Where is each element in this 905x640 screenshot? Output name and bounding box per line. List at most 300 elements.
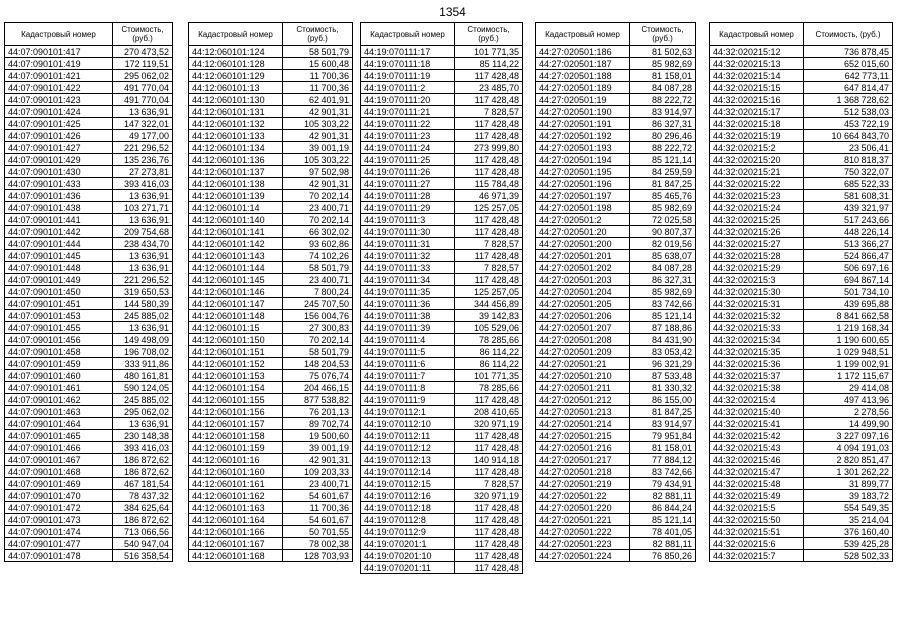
cadastral-number: 44:19:070111:33 (361, 262, 455, 274)
cost-value: 491 770,04 (113, 94, 173, 106)
table-row (5, 238, 173, 250)
cadastral-number: 44:27:020501:220 (536, 502, 630, 514)
table-row (361, 154, 523, 166)
cadastral-number: 44:32:020215:15 (710, 82, 804, 94)
table-row (710, 130, 893, 142)
cadastral-number: 44:27:020501:219 (536, 478, 630, 490)
cadastral-number: 44:12:060101:156 (189, 406, 283, 418)
table-header-row (710, 23, 893, 46)
cost-value: 186 872,62 (113, 466, 173, 478)
cadastral-number: 44:12:060101:138 (189, 178, 283, 190)
cost-value: 39 001,19 (283, 442, 353, 454)
cost-value: 685 522,33 (804, 178, 893, 190)
cost-value: 103 271,71 (113, 202, 173, 214)
cost-value: 13 636,91 (113, 190, 173, 202)
cadastral-number: 44:12:060101:133 (189, 130, 283, 142)
cadastral-number: 44:07:090101:458 (5, 346, 113, 358)
cadastral-number: 44:07:090101:453 (5, 310, 113, 322)
cost-value: 23 400,71 (283, 478, 353, 490)
table-row (710, 226, 893, 238)
table-row (710, 310, 893, 322)
table-row (189, 514, 353, 526)
cadastral-number: 44:32:020215:46 (710, 454, 804, 466)
cadastral-number: 44:27:020501:210 (536, 370, 630, 382)
cost-value: 642 773,11 (804, 70, 893, 82)
cadastral-number: 44:32:020215:14 (710, 70, 804, 82)
cost-value: 8 841 662,58 (804, 310, 893, 322)
table-row (5, 370, 173, 382)
cost-value: 172 119,51 (113, 58, 173, 70)
cadastral-number: 44:27:020501:193 (536, 142, 630, 154)
cost-value: 88 222,72 (630, 94, 696, 106)
cadastre-table-3 (360, 22, 523, 574)
cost-value: 35 214,04 (804, 514, 893, 526)
cost-value: 7 828,57 (455, 238, 523, 250)
cadastral-number: 44:32:020215:40 (710, 406, 804, 418)
header-cost: Стоимость, (руб.) (283, 23, 353, 46)
cost-value: 320 971,19 (455, 418, 523, 430)
cadastral-number: 44:27:020501:215 (536, 430, 630, 442)
cadastral-number: 44:07:090101:449 (5, 274, 113, 286)
table-row (710, 202, 893, 214)
cadastral-number: 44:32:020215:7 (710, 550, 804, 562)
cadastral-number: 44:19:070112:9 (361, 526, 455, 538)
table-row (189, 490, 353, 502)
table-row (361, 202, 523, 214)
cadastral-number: 44:19:070111:5 (361, 346, 455, 358)
cadastral-number: 44:32:020215:37 (710, 370, 804, 382)
table-row (5, 262, 173, 274)
table-row (536, 166, 696, 178)
cost-value: 54 601,67 (283, 514, 353, 526)
cost-value: 10 664 843,70 (804, 130, 893, 142)
cost-value: 1 301 262,22 (804, 466, 893, 478)
table-header-row (5, 23, 173, 46)
cost-value: 11 700,36 (283, 82, 353, 94)
cadastral-number: 44:32:020215:42 (710, 430, 804, 442)
cost-value: 117 428,48 (455, 274, 523, 286)
table-row (536, 538, 696, 550)
cost-value: 144 580,39 (113, 298, 173, 310)
cadastre-table-2 (188, 22, 353, 562)
cadastral-number: 44:32:020215:43 (710, 442, 804, 454)
table-row (361, 418, 523, 430)
cadastral-number: 44:27:020501:197 (536, 190, 630, 202)
cadastral-number: 44:27:020501:19 (536, 94, 630, 106)
cadastral-number: 44:12:060101:163 (189, 502, 283, 514)
table-row (710, 190, 893, 202)
cost-value: 245 885,02 (113, 394, 173, 406)
table-row (710, 286, 893, 298)
cost-value: 86 155,00 (630, 394, 696, 406)
cadastral-number: 44:32:020215:48 (710, 478, 804, 490)
cost-value: 539 425,28 (804, 538, 893, 550)
cost-value: 480 161,81 (113, 370, 173, 382)
table-row (536, 82, 696, 94)
cost-value: 85 465,76 (630, 190, 696, 202)
cadastral-number: 44:32:020215:12 (710, 46, 804, 58)
page-number: 1354 (439, 5, 466, 19)
cost-value: 86 327,31 (630, 118, 696, 130)
table-row (536, 58, 696, 70)
cost-value: 81 847,25 (630, 406, 696, 418)
cadastral-number: 44:12:060101:153 (189, 370, 283, 382)
cadastral-number: 44:07:090101:455 (5, 322, 113, 334)
cost-value: 76 201,13 (283, 406, 353, 418)
cadastral-number: 44:12:060101:124 (189, 46, 283, 58)
cost-value: 513 366,27 (804, 238, 893, 250)
cadastral-number: 44:07:090101:444 (5, 238, 113, 250)
cost-value: 186 872,62 (113, 454, 173, 466)
cadastral-number: 44:27:020501:206 (536, 310, 630, 322)
cost-value: 694 867,14 (804, 274, 893, 286)
cadastral-number: 44:19:070111:28 (361, 190, 455, 202)
table-row (710, 370, 893, 382)
table-row (536, 466, 696, 478)
cost-value: 81 158,01 (630, 442, 696, 454)
table-row (189, 106, 353, 118)
cost-value: 78 285,66 (455, 382, 523, 394)
table-row (189, 154, 353, 166)
cost-value: 23 506,41 (804, 142, 893, 154)
table-row (361, 334, 523, 346)
table-row (536, 478, 696, 490)
table-row (189, 274, 353, 286)
cost-value: 713 066,56 (113, 526, 173, 538)
table-row (710, 442, 893, 454)
cost-value: 245 707,50 (283, 298, 353, 310)
cadastral-number: 44:27:020501:196 (536, 178, 630, 190)
table-row (5, 310, 173, 322)
cadastral-number: 44:07:090101:430 (5, 166, 113, 178)
cadastre-table-1 (4, 22, 173, 562)
cadastral-number: 44:19:070112:15 (361, 478, 455, 490)
table-row (536, 142, 696, 154)
table-row (361, 466, 523, 478)
cadastral-number: 44:07:090101:459 (5, 358, 113, 370)
cost-value: 31 899,77 (804, 478, 893, 490)
table-row (5, 526, 173, 538)
cost-value: 125 257,05 (455, 202, 523, 214)
cost-value: 93 602,86 (283, 238, 353, 250)
cadastral-number: 44:12:060101:144 (189, 262, 283, 274)
cadastral-number: 44:07:090101:451 (5, 298, 113, 310)
table-row (361, 58, 523, 70)
cadastral-number: 44:27:020501:202 (536, 262, 630, 274)
table-row (536, 286, 696, 298)
cost-value: 7 828,57 (455, 262, 523, 274)
table-row (5, 274, 173, 286)
cost-value: 29 414,08 (804, 382, 893, 394)
cost-value: 238 434,70 (113, 238, 173, 250)
cost-value: 1 368 728,62 (804, 94, 893, 106)
table-row (536, 358, 696, 370)
table-row (710, 214, 893, 226)
cost-value: 79 434,91 (630, 478, 696, 490)
table-row (710, 334, 893, 346)
header-cadastral-number: Кадастровый номер (710, 23, 804, 46)
cost-value: 117 428,48 (455, 94, 523, 106)
cadastral-number: 44:27:020501:208 (536, 334, 630, 346)
cadastral-number: 44:27:020501:201 (536, 250, 630, 262)
cadastral-number: 44:12:060101:155 (189, 394, 283, 406)
table-row (361, 538, 523, 550)
cadastral-number: 44:07:090101:477 (5, 538, 113, 550)
cost-value: 105 303,22 (283, 154, 353, 166)
table-row (361, 406, 523, 418)
table-row (536, 430, 696, 442)
table-row (189, 214, 353, 226)
cadastral-number: 44:12:060101:154 (189, 382, 283, 394)
table-row (361, 394, 523, 406)
table-row (361, 238, 523, 250)
table-row (361, 82, 523, 94)
cost-value: 78 002,38 (283, 538, 353, 550)
cost-value: 877 538,82 (283, 394, 353, 406)
cost-value: 62 401,91 (283, 94, 353, 106)
cadastral-number: 44:27:020501:200 (536, 238, 630, 250)
table-row (189, 442, 353, 454)
cost-value: 79 951,84 (630, 430, 696, 442)
cadastral-number: 44:27:020501:214 (536, 418, 630, 430)
table-row (189, 382, 353, 394)
cadastral-number: 44:27:020501:190 (536, 106, 630, 118)
cadastral-number: 44:12:060101:142 (189, 238, 283, 250)
cadastral-number: 44:32:020215:19 (710, 130, 804, 142)
table-row (5, 418, 173, 430)
table-row (710, 82, 893, 94)
cadastral-number: 44:19:070111:32 (361, 250, 455, 262)
cost-value: 83 914,97 (630, 418, 696, 430)
header-cost: Стоимость, (руб.) (113, 23, 173, 46)
cost-value: 7 828,57 (455, 106, 523, 118)
cadastral-number: 44:32:020215:38 (710, 382, 804, 394)
cadastral-number: 44:19:070112:14 (361, 466, 455, 478)
table-row (710, 502, 893, 514)
table-row (361, 430, 523, 442)
cost-value: 810 818,37 (804, 154, 893, 166)
cost-value: 4 094 191,03 (804, 442, 893, 454)
cost-value: 87 188,86 (630, 322, 696, 334)
table-row (361, 286, 523, 298)
table-row (189, 538, 353, 550)
cadastral-number: 44:12:060101:152 (189, 358, 283, 370)
cost-value: 528 502,33 (804, 550, 893, 562)
cadastral-number: 44:12:060101:145 (189, 274, 283, 286)
table-row (361, 118, 523, 130)
table-row (361, 322, 523, 334)
table-row (5, 58, 173, 70)
cadastral-number: 44:19:070111:17 (361, 46, 455, 58)
header-cadastral-number: Кадастровый номер (361, 23, 455, 46)
cost-value: 117 428,48 (455, 526, 523, 538)
table-row (5, 382, 173, 394)
table-row (189, 166, 353, 178)
cadastral-number: 44:32:020215:31 (710, 298, 804, 310)
table-row (710, 478, 893, 490)
table-row (5, 202, 173, 214)
cadastral-number: 44:32:020215:34 (710, 334, 804, 346)
cadastral-number: 44:19:070111:3 (361, 214, 455, 226)
cadastral-number: 44:07:090101:450 (5, 286, 113, 298)
cadastral-number: 44:32:020215:2 (710, 142, 804, 154)
table-row (5, 406, 173, 418)
table-row (189, 70, 353, 82)
cost-value: 109 203,33 (283, 466, 353, 478)
cost-value: 23 485,70 (455, 82, 523, 94)
table-row (361, 346, 523, 358)
table-row (5, 82, 173, 94)
table-row (536, 130, 696, 142)
cost-value: 7 828,57 (455, 478, 523, 490)
cadastre-table-5 (709, 22, 893, 562)
cost-value: 84 259,59 (630, 166, 696, 178)
table-row (5, 226, 173, 238)
table-row (710, 142, 893, 154)
cadastral-number: 44:07:090101:466 (5, 442, 113, 454)
cost-value: 3 227 097,16 (804, 430, 893, 442)
table-row (710, 430, 893, 442)
table-row (361, 442, 523, 454)
cost-value: 70 202,14 (283, 190, 353, 202)
table-row (361, 250, 523, 262)
cadastral-number: 44:27:020501:221 (536, 514, 630, 526)
cost-value: 117 428,48 (455, 466, 523, 478)
cadastral-number: 44:07:090101:448 (5, 262, 113, 274)
cadastral-number: 44:32:020215:49 (710, 490, 804, 502)
cadastral-number: 44:19:070111:30 (361, 226, 455, 238)
cost-value: 89 702,74 (283, 418, 353, 430)
table-row (536, 526, 696, 538)
cadastral-number: 44:07:090101:465 (5, 430, 113, 442)
cost-value: 117 428,48 (455, 130, 523, 142)
cadastral-number: 44:27:020501:21 (536, 358, 630, 370)
table-row (361, 514, 523, 526)
cost-value: 517 243,66 (804, 214, 893, 226)
table-row (5, 214, 173, 226)
table-row (5, 250, 173, 262)
cost-value: 125 257,05 (455, 286, 523, 298)
cadastral-number: 44:19:070111:21 (361, 106, 455, 118)
cost-value: 117 428,48 (455, 154, 523, 166)
cadastral-number: 44:07:090101:419 (5, 58, 113, 70)
cadastral-number: 44:27:020501:188 (536, 70, 630, 82)
cadastral-number: 44:32:020215:4 (710, 394, 804, 406)
cadastral-number: 44:12:060101:141 (189, 226, 283, 238)
table-row (710, 514, 893, 526)
cadastral-number: 44:27:020501:22 (536, 490, 630, 502)
table-row (536, 550, 696, 562)
table-row (189, 286, 353, 298)
cadastral-number: 44:12:060101:132 (189, 118, 283, 130)
table-row (5, 538, 173, 550)
cost-value: 270 473,52 (113, 46, 173, 58)
cadastral-number: 44:07:090101:472 (5, 502, 113, 514)
cadastral-number: 44:27:020501:216 (536, 442, 630, 454)
cost-value: 23 400,71 (283, 202, 353, 214)
cadastral-number: 44:12:060101:137 (189, 166, 283, 178)
table-row (536, 262, 696, 274)
cost-value: 516 358,54 (113, 550, 173, 562)
cost-value: 221 296,52 (113, 142, 173, 154)
table-row (536, 70, 696, 82)
table-row (536, 154, 696, 166)
table-row (361, 526, 523, 538)
cost-value: 46 971,39 (455, 190, 523, 202)
cost-value: 86 844,24 (630, 502, 696, 514)
cadastral-number: 44:07:090101:445 (5, 250, 113, 262)
table-row (189, 550, 353, 562)
cadastral-number: 44:32:020215:16 (710, 94, 804, 106)
cost-value: 11 700,36 (283, 502, 353, 514)
table-row (361, 298, 523, 310)
cadastral-number: 44:27:020501:186 (536, 46, 630, 58)
cadastral-number: 44:27:020501:189 (536, 82, 630, 94)
cost-value: 117 428,48 (455, 550, 523, 562)
cadastral-number: 44:32:020215:18 (710, 118, 804, 130)
cost-value: 467 181,54 (113, 478, 173, 490)
table-row (361, 166, 523, 178)
cadastral-number: 44:32:020215:47 (710, 466, 804, 478)
cadastral-number: 44:32:020215:27 (710, 238, 804, 250)
cadastral-number: 44:07:090101:417 (5, 46, 113, 58)
cadastral-number: 44:27:020501:195 (536, 166, 630, 178)
table-row (189, 430, 353, 442)
cadastral-number: 44:07:090101:427 (5, 142, 113, 154)
table-row (5, 190, 173, 202)
table-row (710, 94, 893, 106)
cost-value: 647 814,47 (804, 82, 893, 94)
table-row (5, 178, 173, 190)
cost-value: 74 102,26 (283, 250, 353, 262)
table-row (5, 154, 173, 166)
table-row (536, 382, 696, 394)
cost-value: 80 296,46 (630, 130, 696, 142)
table-row (189, 226, 353, 238)
cadastral-number: 44:07:090101:433 (5, 178, 113, 190)
cadastral-number: 44:19:070112:13 (361, 454, 455, 466)
table-row (536, 190, 696, 202)
cadastral-number: 44:12:060101:128 (189, 58, 283, 70)
cadastral-number: 44:32:020215:32 (710, 310, 804, 322)
cost-value: 101 771,35 (455, 370, 523, 382)
cost-value: 105 529,06 (455, 322, 523, 334)
cadastral-number: 44:19:070111:19 (361, 70, 455, 82)
cost-value: 13 636,91 (113, 262, 173, 274)
cadastral-number: 44:07:090101:423 (5, 94, 113, 106)
table-row (189, 346, 353, 358)
table-row (5, 550, 173, 562)
cost-value: 39 183,72 (804, 490, 893, 502)
cost-value: 81 502,63 (630, 46, 696, 58)
cadastral-number: 44:32:020215:36 (710, 358, 804, 370)
cadastral-number: 44:07:090101:460 (5, 370, 113, 382)
cadastral-number: 44:07:090101:441 (5, 214, 113, 226)
cadastral-number: 44:19:070112:11 (361, 430, 455, 442)
header-cadastral-number: Кадастровый номер (536, 23, 630, 46)
table-row (536, 502, 696, 514)
cost-value: 75 076,74 (283, 370, 353, 382)
cadastral-number: 44:12:060101:164 (189, 514, 283, 526)
cost-value: 105 303,22 (283, 118, 353, 130)
table-row (710, 250, 893, 262)
table-row (361, 370, 523, 382)
cost-value: 117 428,48 (455, 538, 523, 550)
cost-value: 1 190 600,65 (804, 334, 893, 346)
table-row (536, 346, 696, 358)
cadastral-number: 44:32:020215:3 (710, 274, 804, 286)
cost-value: 13 636,91 (113, 106, 173, 118)
